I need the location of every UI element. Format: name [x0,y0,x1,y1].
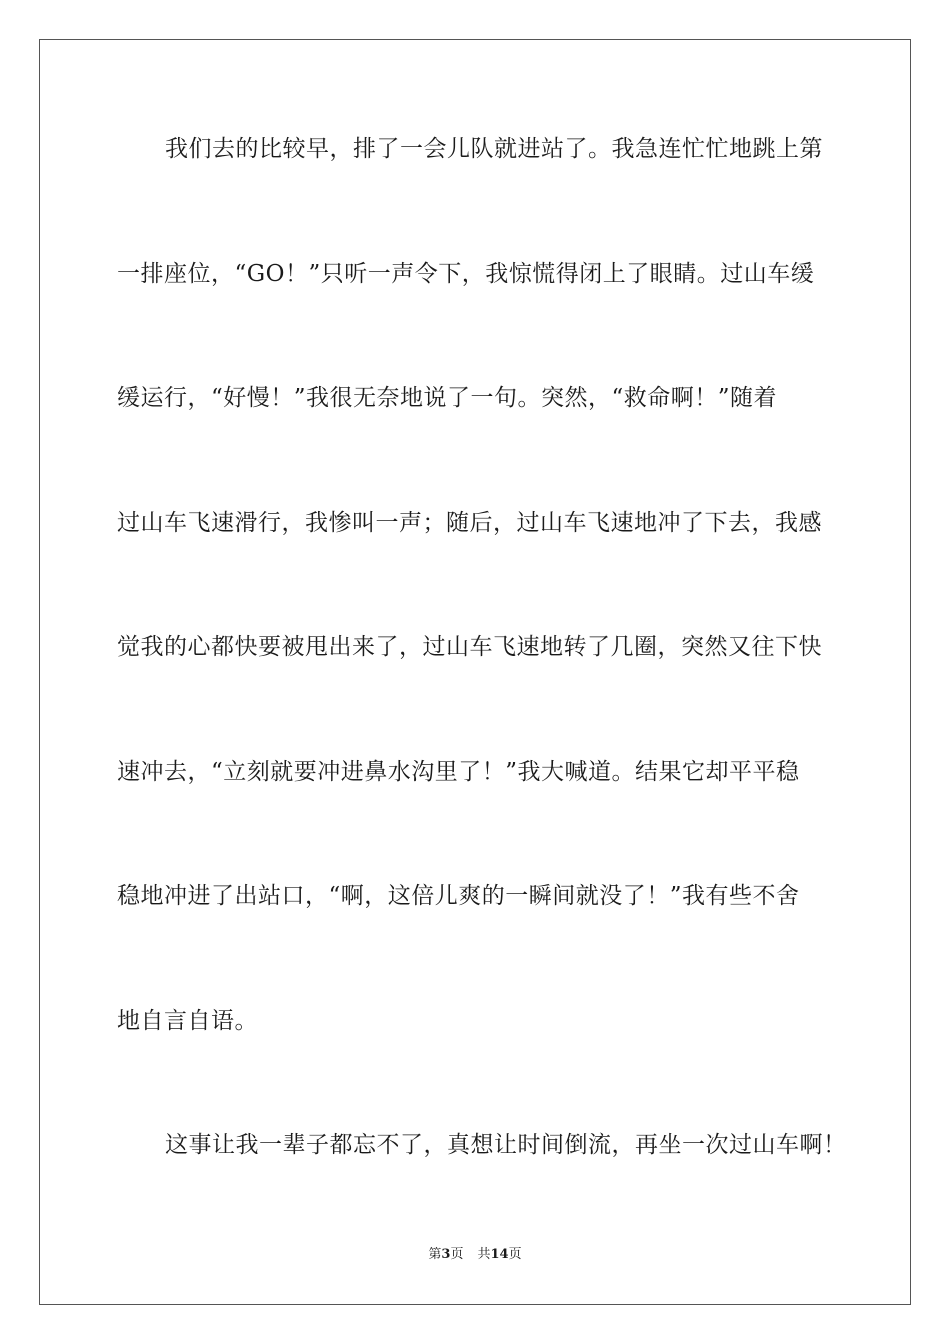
page-footer [0,1246,950,1264]
total-pages: 14 [490,1247,509,1262]
paragraph-line: 过山车飞速滑行，我惨叫一声；随后，过山车飞速地冲了下去，我感 [117,510,822,536]
total-prefix: 共 [477,1247,491,1262]
paragraph-line: 这事让我一辈子都忘不了，真想让时间倒流，再坐一次过山车啊！ [165,1132,847,1158]
page-prefix: 第 [428,1247,442,1262]
paragraph-line: 我们去的比较早，排了一会儿队就进站了。我急连忙忙地跳上第 [165,136,823,162]
page-suffix: 页 [450,1247,464,1262]
paragraph-line: 缓运行，“好慢！”我很无奈地说了一句。突然，“救命啊！”随着 [117,385,778,411]
total-suffix: 页 [508,1247,522,1262]
paragraph-line: 地自言自语。 [117,1008,258,1034]
paragraph-line: 稳地冲进了出站口，“啊，这倍儿爽的一瞬间就没了！”我有些不舍 [117,883,800,909]
page-border [39,39,911,1305]
page-number: 3 [441,1247,451,1262]
paragraph-line: 一排座位，“GO！”只听一声令下，我惊慌得闭上了眼睛。过山车缓 [117,261,815,287]
paragraph-line: 觉我的心都快要被甩出来了，过山车飞速地转了几圈，突然又往下快 [117,634,822,660]
paragraph-line: 速冲去，“立刻就要冲进鼻水沟里了！”我大喊道。结果它却平平稳 [117,759,800,785]
